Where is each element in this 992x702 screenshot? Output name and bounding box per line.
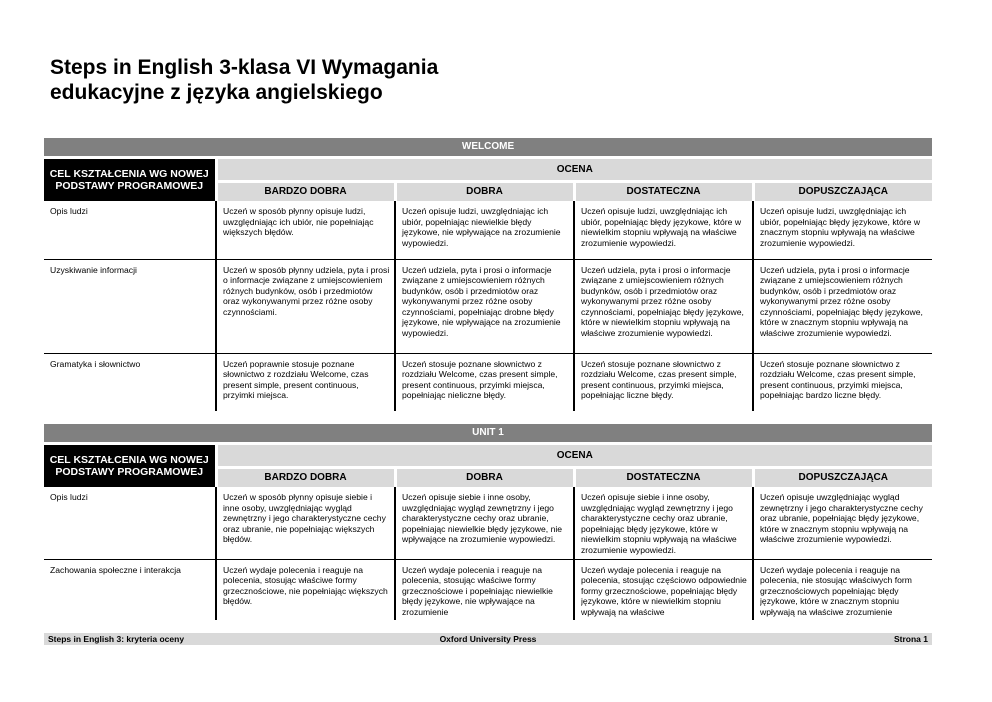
skill-label: Opis ludzi [44, 201, 216, 259]
criteria-cell [574, 559, 753, 620]
footer-doc-name: Steps in English 3: kryteria oceny [48, 634, 185, 644]
criteria-cell: Uczeń opisuje ludzi, uwzględniając ich ubiór, popełniając błędy językowe, które w znacznym stopniu wpływają na właściwe zrozumienie wypowiedzi. [760, 206, 921, 248]
criteria-cell: Uczeń opisuje siebie i inne osoby, uwzględniając wygląd zewnętrzny i jego charakterystyczne cechy oraz ubranie, popełniając błędy językowe, które w niewielkim stopniu wpływają na właściwe zrozumienie wypowiedzi. [574, 487, 753, 559]
level-header: DOBRA [395, 468, 574, 488]
level-header: DOPUSZCZAJĄCA [753, 468, 932, 488]
table-row [44, 559, 932, 620]
criteria-cell: Uczeń w sposób płynny opisuje siebie i inne osoby, uwzględniając wygląd zewnętrzny i jego charakterystyczne cechy oraz ubranie, nie popełniając większych błędów. [216, 487, 395, 559]
criteria-cell [753, 559, 932, 620]
skill-label: Opis ludzi [44, 487, 216, 559]
criteria-cell: Uczeń opisuje ludzi, uwzględniając ich ubiór, popełniając błędy językowe, które w niewielkim stopniu wpływają na właściwe zrozumienie wypowiedzi. [574, 201, 753, 259]
criteria-cell: Uczeń stosuje poznane słownictwo z rozdziału Welcome, czas present simple, present continuous, przyimki miejsca, popełniając liczne błędy. [574, 353, 753, 411]
criteria-cell: Uczeń stosuje poznane słownictwo z rozdziału Welcome, czas present simple, present continuous, przyimki miejsca, popełniając bardzo liczne błędy. [753, 353, 932, 411]
page-footer [44, 633, 932, 645]
level-header: DOBRA [395, 182, 574, 202]
criteria-cell: Uczeń opisuje uwzględniając wygląd zewnętrzny i jego charakterystyczne cechy oraz ubranie, popełniając błędy językowe, które w znacznym stopniu wpływają na właściwe zrozumienie wypowiedzi. [760, 492, 923, 545]
level-header: BARDZO DOBRA [216, 182, 395, 202]
criteria-cell: Uczeń w sposób płynny udziela, pyta i prosi o informacje związane z umiejscowieniem różnych budynków, osób i przedmiotów oraz wykonywanymi przez różne osoby czynnościami. [216, 259, 395, 353]
criteria-cell: Uczeń udziela, pyta i prosi o informacje związane z umiejscowieniem różnych budynków, osób i przedmiotów oraz wykonywanymi przez różne osoby czynnościami, popełniając błędy językowe, które w niewielkim stopniu wpływają na właściwe zrozumienie wypowiedzi. [574, 259, 753, 353]
criteria-cell: Uczeń w sposób płynny opisuje ludzi, uwzględniając ich ubiór, nie popełniając większych błędów. [216, 201, 395, 259]
criteria-cell: Uczeń opisuje siebie i inne osoby, uwzględniając wygląd zewnętrzny i jego charakterystyczne cechy oraz ubranie, popełniając niewielkie błędy językowe, nie wpływające na zrozumienie wypowiedzi. [395, 487, 574, 559]
table-row [44, 353, 932, 411]
criteria-cell [216, 559, 395, 620]
skill-label: Uzyskiwanie informacji [44, 259, 216, 353]
criteria-cell [395, 559, 574, 620]
level-header: DOSTATECZNA [574, 182, 753, 202]
criteria-text: Uczeń wydaje polecenia i reaguje na polecenia, stosując częściowo odpowiednie formy grzecznościowe, popełniając błędy językowe, które w niewielkim stopniu wpływają na właściwe [581, 564, 747, 617]
table-row [44, 487, 932, 559]
criteria-cell: Uczeń stosuje poznane słownictwo z rozdziału Welcome, czas present simple, present continuous, przyimki miejsca, popełniając nieliczne błędy. [395, 353, 574, 411]
cel-header: CEL KSZTAŁCENIA WG NOWEJ PODSTAWY PROGRAMOWEJ [44, 159, 216, 201]
criteria-cell: Uczeń udziela, pyta i prosi o informacje związane z umiejscowieniem różnych budynków, osób i przedmiotów oraz wykonywanymi przez różne osoby czynnościami, popełniając drobne błędy językowe, nie wpływające na zrozumienie wypowiedzi. [395, 259, 574, 353]
criteria-text: Uczeń wydaje polecenia i reaguje na polecenia, nie stosując właściwych form grzecznościowych popełniając błędy językowe, które w znacznym stopniu wpływają na właściwe zrozumienie [760, 564, 912, 617]
table-row [44, 201, 932, 259]
table-row [44, 259, 932, 353]
section-title-unit-1: UNIT 1 [44, 424, 932, 442]
criteria-cell: Uczeń opisuje ludzi, uwzględniając ich ubiór, popełniając niewielkie błędy językowe, nie wpływające na zrozumienie wypowiedzi. [395, 201, 574, 259]
welcome-table [44, 138, 932, 411]
cel-header: CEL KSZTAŁCENIA WG NOWEJ PODSTAWY PROGRAMOWEJ [44, 445, 216, 487]
level-header: DOPUSZCZAJĄCA [753, 182, 932, 202]
criteria-cell: Uczeń udziela, pyta i prosi o informacje związane z umiejscowieniem różnych budynków, osób i przedmiotów oraz wykonywanymi przez różne osoby czynnościami, popełniając błędy językowe, które w znacznym stopniu wpływają na właściwe zrozumienie wypowiedzi. [753, 259, 932, 353]
skill-label-text: Zachowania społeczne i interakcja [50, 564, 181, 575]
footer-publisher: Oxford University Press [439, 634, 537, 644]
ocena-header: OCENA [216, 445, 932, 468]
skill-label [44, 559, 216, 620]
page-title: Steps in English 3-klasa VI Wymagania edukacyjne z języka angielskiego [50, 56, 439, 104]
unit1-table [44, 424, 932, 620]
section-title-welcome: WELCOME [44, 138, 932, 156]
level-header: DOSTATECZNA [574, 468, 753, 488]
footer-page-number: Strona 1 [893, 634, 928, 644]
skill-label: Gramatyka i słownictwo [44, 353, 216, 411]
criteria-text: Uczeń wydaje polecenia i reaguje na polecenia, stosując właściwe formy grzecznościowe, nie popełniając większych błędów. [223, 564, 388, 607]
criteria-cell: Uczeń poprawnie stosuje poznane słownictwo z rozdziału Welcome, czas present simple, present continuous, przyimki miejsca. [216, 353, 395, 411]
criteria-text: Uczeń wydaje polecenia i reaguje na polecenia, stosując właściwe formy grzecznościowe i popełniając niewielkie błędy językowe, nie wpływające na zrozumienie [402, 564, 553, 617]
level-header: BARDZO DOBRA [216, 468, 395, 488]
ocena-header: OCENA [216, 159, 932, 182]
